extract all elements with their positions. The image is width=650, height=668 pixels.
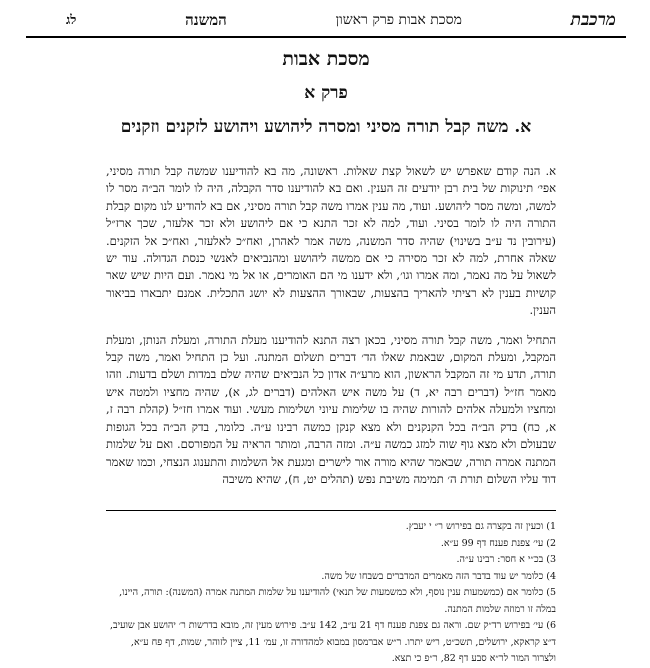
commentary-body (106, 163, 556, 488)
footnote: 6) עי׳ בפירוש רד״ק שם. וראה גם צפנת פענח דף 21 ע״ב, 142 ע״ב. פירוש מעין זה, מובא בדרשות ר׳ יהושע אבן שועיב, ד״צ קראקא, ירושלים, תשכ״ט, ריש יתרו. ר״ש אברמסון במבוא למהדורה זו, עמ׳ 11, ציין לזוהר, שמות, דף פח ע״א, ולצרור המור לר״א סבע דף 82, ר״פ כי תצא. (110, 620, 556, 665)
footnote: 5) כלומר אם (כמשמעות ענין נוסף, ולא כמשמעות של תנאי) להודיענו על שלמות המתנה אמרה (המשנה): תורה, היינו, במלה זו רמוזה שלמות המתנה. (119, 587, 556, 615)
mishnah-text: א. משה קבל תורה מסיני ומסרה ליהושע ויהושע לזקנים וזקנים (120, 117, 532, 137)
tractate-title: מסכת אבות (282, 48, 370, 70)
page-number: לג (66, 13, 77, 28)
footnote-divider (106, 510, 556, 511)
commentary-paragraph-2: התחיל ואמר, משה קבל תורה מסיני, בכאן רצה התנא להודיענו מעלת התורה, ומעלת הנותן, ומעלת המקבל, ומעלת המקום, שבאמת שאלו הד׳ דברים תשלום המתנה. ועל כן התחיל ואמר, משה קבל תורה, תדע מי זה המקבל הראשון, הוא מרע״ה אדון כל הנביאים שהיה שלם במדות ושלם בדעות. וזהו מאמר חז״ל (דברים רבה יא, ד) על משה איש האלהים (דברים לג, א), שהיה מחציו ולמטה איש ומחציו ולמעלה אלהים להורות שהיה בו שלימות עיוני ושלימות מעשי. ועוד אמרו חז״ל (קהלת רבה ז, א, כח) בדק הב״ה בכל הקנקנים ולא מצא קנקן כמשה רבינו ע״ה. כלומר, בדק הב״ה בכל הגופות שבעולם ולא מצא גוף שוה למזג כמשה ע״ה. ומזה הרבה, ומותר הראיה על המפורסם. ואם על שלמות המתנה אמרה תורה, שבאמר שהיא מורה אור לישרים ומגעת אל השלמות והתענוג הנצחי, וכמו שאמר דוד עליו השלום תורת ה׳ תמימה משיבת נפש (תהלים יט, ח), שהיא משיבה (106, 332, 556, 486)
footnote: 1) וכעין זה בקצרה גם בפירוש ר״ י יעבץ. (405, 521, 556, 533)
footnotes (106, 519, 556, 668)
running-head-title: מסכת אבות פרק ראשון (335, 11, 462, 28)
running-head-section: המשנה (185, 10, 227, 29)
running-head-brand: מרכבת (570, 10, 616, 30)
footnote: 2) עי׳ צפנת פענח דף 99 ע״א. (440, 537, 556, 549)
commentary-paragraph-1: א. הנה קודם שאפרש יש לשאול קצת שאלות. ראשונה, מה בא להודיענו שמשה קבל תורה מסיני, אפי׳ תינוקות של בית רבן יודעים זה הענין. ואם בא להודיענו סדר הקבלה, היה לו לומר הב״ה מסר לו למשה, ומשה מסר ליהושע. ועוד, מה ענין אמרו משה קבל תורה מסיני, אם בא להודיע לנו מקום קבלת התורה היה לו לומר בסיני. ועוד, למה לא זכר התנא כי אם ליהושע ולא זכר אלעזר, שכך ארז״ל (עירובין נד ע״ב בשינוי) שהיה סדר המשנה, משה אמר לאהרן, ואח״כ לאלעזר, ואח״כ אל הזקנים. שאלה אחרת, למה לא זכר מסירה כי אם ממשה ליהושע ומהנביאים לאנשי כנסת הגדולה. עוד יש לשאול על מה נאמר, ומה אמרו וגו׳, ולא ידענו מי הם האומרים, או אל מי נאמר. ועם היות שיש שאר קושיות בענין לא רציתי להאריך בהצעות, שבאורך ההצעות לא יושג התכלית. אמנם יתבארו בביאור הענין. (106, 164, 556, 318)
running-head (26, 8, 626, 38)
footnote: 3) בכ״י א חסר: רבינו ע״ה. (456, 554, 556, 566)
chapter-title: פרק א (304, 83, 348, 103)
footnote: 4) כלומר יש עוד בדבר הזה מאמרים המדברים בשבחו של משה. (321, 570, 556, 582)
